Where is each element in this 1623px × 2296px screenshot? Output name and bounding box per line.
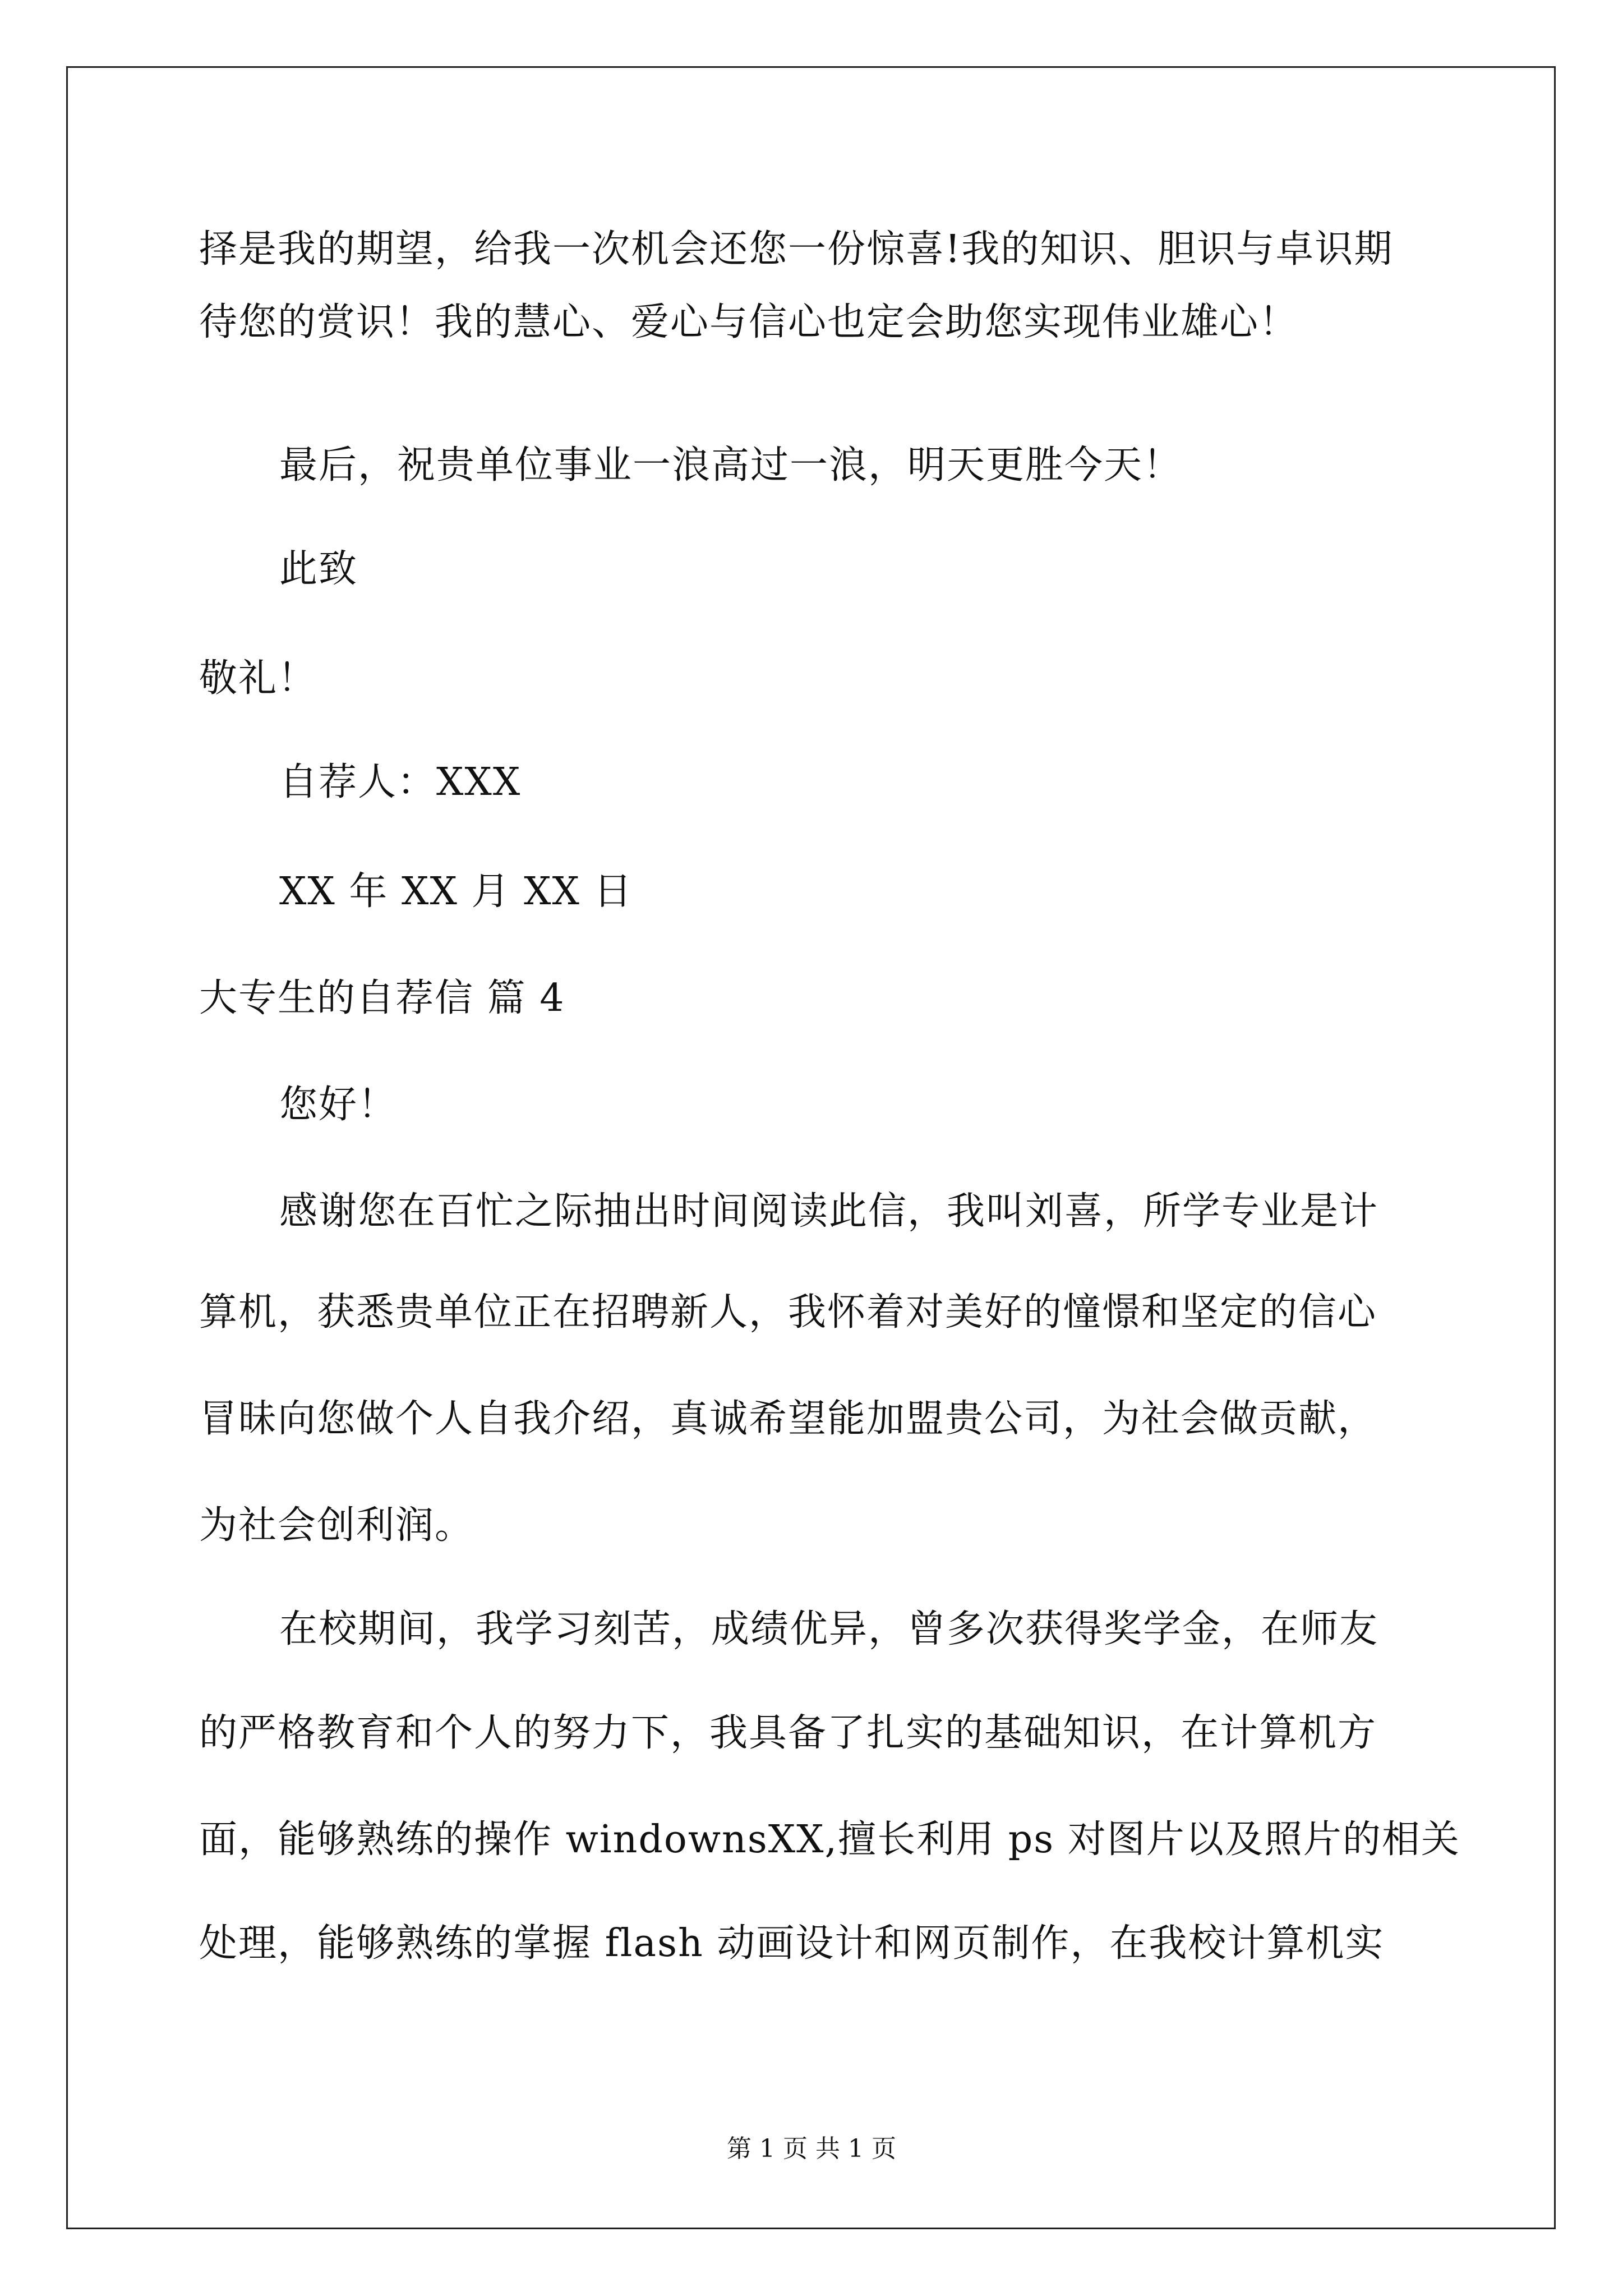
paragraph-line: 待您的赏识！我的慧心、爱心与信心也定会助您实现伟业雄心！ [199,300,1299,344]
paragraph-line: 的严格教育和个人的努力下，我具备了扎实的基础知识，在计算机方 [199,1711,1377,1755]
paragraph-line: 算机，获悉贵单位正在招聘新人，我怀着对美好的憧憬和坚定的信心 [199,1290,1377,1335]
page-footer: 第 1 页 共 1 页 [727,2134,896,2163]
salutation-cizhi: 此致 [279,547,358,591]
paragraph-line: 为社会创利润。 [199,1503,474,1548]
greeting-line: 您好！ [279,1083,398,1127]
paragraph-line: 冒昧向您做个人自我介绍，真诚希望能加盟贵公司，为社会做贡献， [199,1397,1377,1441]
signature-line: 自荐人：XXX [279,760,522,804]
date-line: XX 年 XX 月 XX 日 [279,869,633,914]
section-heading: 大专生的自荐信 篇 4 [199,976,565,1020]
paragraph-line: 在校期间，我学习刻苦，成绩优异，曾多次获得奖学金，在师友 [279,1607,1379,1651]
paragraph-line: 择是我的期望，给我一次机会还您一份惊喜!我的知识、胆识与卓识期 [199,227,1394,272]
paragraph-line: 处理，能够熟练的掌握 flash 动画设计和网页制作，在我校计算机实 [199,1921,1385,1966]
salutation-jingli: 敬礼！ [199,656,317,701]
paragraph-line: 面，能够熟练的操作 windownsXX,擅长利用 ps 对图片以及照片的相关 [199,1818,1460,1862]
paragraph-line: 感谢您在百忙之际抽出时间阅读此信，我叫刘喜，所学专业是计 [279,1189,1379,1234]
page-border [66,66,1556,2229]
closing-wish-line: 最后，祝贵单位事业一浪高过一浪，明天更胜今天！ [279,443,1183,487]
